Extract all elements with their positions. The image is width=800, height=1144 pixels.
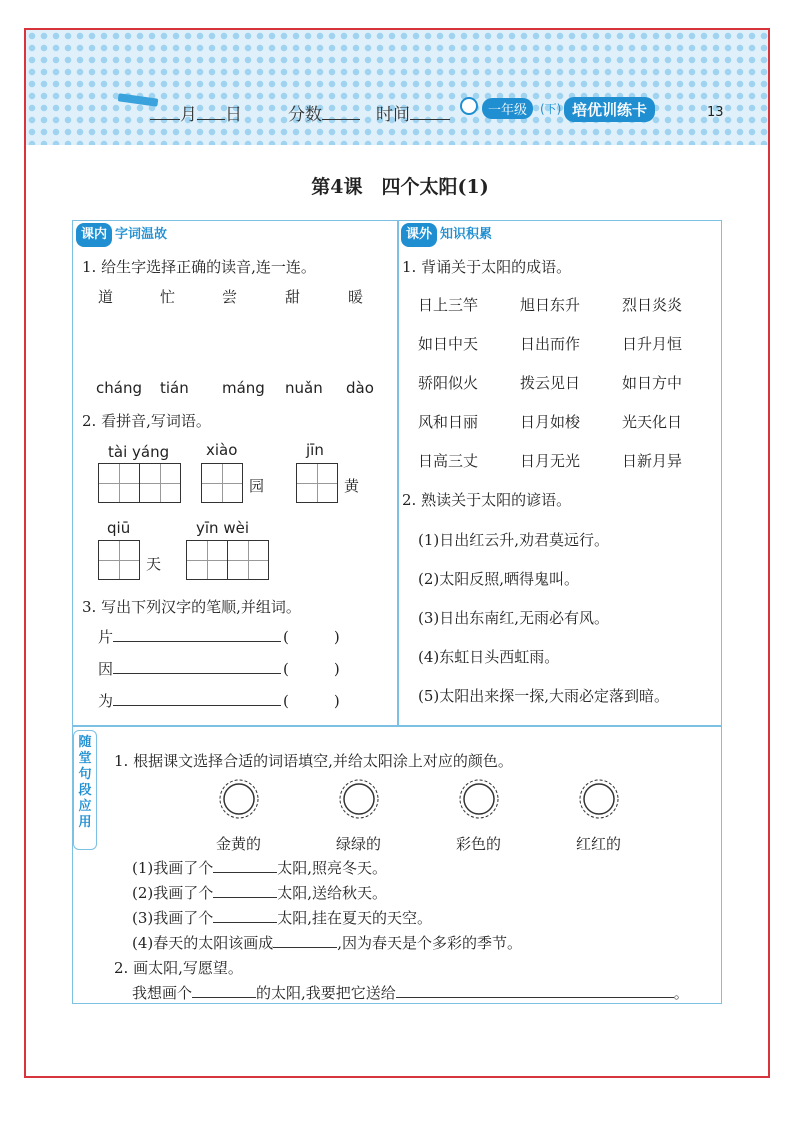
sun-icon[interactable] [214, 774, 264, 824]
tianzige-box[interactable] [296, 463, 338, 503]
idiom-item: 日出而作 [520, 335, 581, 353]
char-1: 忙 [160, 288, 176, 306]
idiom-item: 光天化日 [622, 413, 683, 431]
tianzige-box[interactable] [98, 463, 140, 503]
time-line: 时间 [376, 100, 450, 125]
idiom-item: 日高三丈 [418, 452, 479, 470]
saying-4: (5)太阳出来探一探,大雨必定落到暗。 [418, 687, 670, 705]
word-yuan: 园 [249, 477, 265, 495]
wish-sentence: 我想画个 的太阳,我要把它送给 。 [132, 984, 689, 1002]
tianzige-box[interactable] [139, 463, 181, 503]
fill-sentence-4: (4)春天的太阳该画成 ,因为春天是个多彩的季节。 [132, 934, 523, 952]
stroke-row: 因 ( ) [98, 660, 340, 678]
stroke-row: 为 ( ) [98, 692, 340, 710]
date-line: 月 日 [150, 100, 242, 125]
idiom-item: 日上三竿 [418, 296, 479, 314]
char-4: 暖 [348, 288, 364, 306]
score-line: 分数 [288, 100, 360, 125]
pinyin-xiao: xiào [206, 441, 238, 459]
sun-icon[interactable] [334, 774, 384, 824]
idiom-item: 如日方中 [622, 374, 683, 392]
pinyin-0: cháng [96, 379, 142, 397]
tianzige-box[interactable] [186, 540, 228, 580]
color-label-2: 彩色的 [456, 835, 502, 853]
idiom-item: 日月如梭 [520, 413, 581, 431]
saying-3: (4)东虹日头西虹雨。 [418, 648, 560, 666]
idiom-item: 如日中天 [418, 335, 479, 353]
fill-sentence-2: (2)我画了个 太阳,送给秋天。 [132, 884, 388, 902]
bottom-q1: 1. 根据课文选择合适的词语填空,并给太阳涂上对应的颜色。 [114, 752, 513, 770]
clock-icon [460, 97, 478, 115]
idiom-item: 日升月恒 [622, 335, 683, 353]
pinyin-4: dào [346, 379, 374, 397]
color-label-3: 红红的 [576, 835, 622, 853]
left-section-tag: 课内 字词温故 [76, 223, 167, 247]
fill-sentence-3: (3)我画了个 太阳,挂在夏天的天空。 [132, 909, 433, 927]
right-q2: 2. 熟读关于太阳的谚语。 [402, 491, 572, 509]
left-q1: 1. 给生字选择正确的读音,连一连。 [82, 258, 316, 276]
right-q1: 1. 背诵关于太阳的成语。 [402, 258, 572, 276]
left-q3: 3. 写出下列汉字的笔顺,并组词。 [82, 598, 301, 616]
pinyin-jin: jīn [306, 441, 324, 459]
word-huang: 黄 [344, 477, 360, 495]
term-label: (下) [540, 102, 562, 116]
pinyin-yinwei: yīn wèi [196, 519, 249, 537]
saying-1: (2)太阳反照,晒得鬼叫。 [418, 570, 580, 588]
pinyin-3: nuǎn [285, 379, 323, 397]
stroke-row: 片 ( ) [98, 628, 340, 646]
page-number: 13 [707, 105, 724, 120]
char-2: 尝 [222, 288, 238, 306]
grade-badge: 一年级 [482, 98, 533, 119]
char-3: 甜 [285, 288, 301, 306]
idiom-item: 日新月异 [622, 452, 683, 470]
pinyin-1: tián [160, 379, 189, 397]
color-label-1: 绿绿的 [336, 835, 382, 853]
brand-title: 培优训练卡 [564, 97, 655, 122]
left-q2: 2. 看拼音,写词语。 [82, 412, 211, 430]
tianzige-box[interactable] [98, 540, 140, 580]
lesson-title: 第4课 四个太阳(1) [311, 176, 489, 198]
saying-2: (3)日出东南红,无雨必有风。 [418, 609, 610, 627]
sun-icon[interactable] [574, 774, 624, 824]
saying-0: (1)日出红云升,劝君莫远行。 [418, 531, 610, 549]
pinyin-taiyang: tài yáng [108, 443, 170, 461]
idiom-item: 日月无光 [520, 452, 581, 470]
tianzige-box[interactable] [201, 463, 243, 503]
sun-icon[interactable] [454, 774, 504, 824]
idiom-item: 骄阳似火 [418, 374, 479, 392]
char-0: 道 [98, 288, 114, 306]
color-label-0: 金黄的 [216, 835, 262, 853]
word-tian: 天 [146, 555, 162, 573]
idiom-item: 风和日丽 [418, 413, 479, 431]
pinyin-qiu: qiū [107, 519, 131, 537]
bottom-section-tag: 随 堂 句 段 应 用 [73, 730, 97, 850]
idiom-item: 旭日东升 [520, 296, 581, 314]
right-section-tag: 课外 知识积累 [401, 223, 492, 247]
fill-sentence-1: (1)我画了个 太阳,照亮冬天。 [132, 859, 388, 877]
tianzige-box[interactable] [227, 540, 269, 580]
idiom-item: 烈日炎炎 [622, 296, 683, 314]
bottom-q2: 2. 画太阳,写愿望。 [114, 959, 243, 977]
idiom-item: 拨云见日 [520, 374, 581, 392]
pinyin-2: máng [222, 379, 265, 397]
